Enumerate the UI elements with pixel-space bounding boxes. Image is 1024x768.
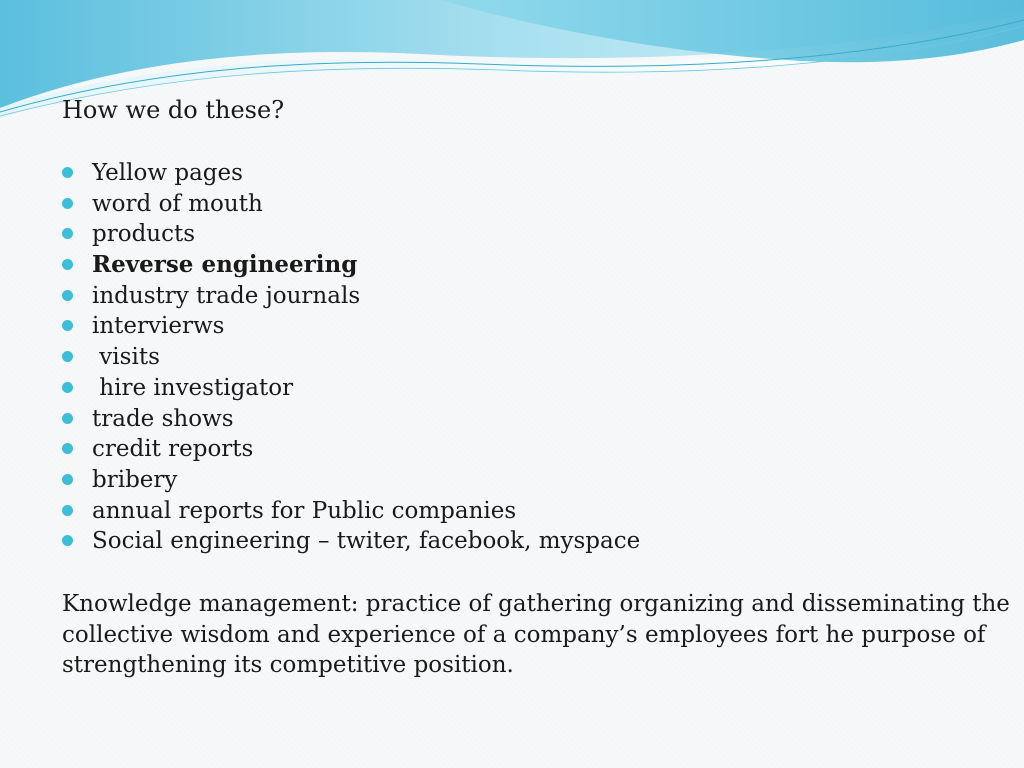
bullet-item: intervierws: [62, 311, 640, 342]
bullet-item: visits: [62, 342, 640, 373]
bullet-dot-icon: [62, 505, 73, 516]
bullet-item: word of mouth: [62, 189, 640, 220]
bullet-dot-icon: [62, 443, 73, 454]
bullet-dot-icon: [62, 535, 73, 546]
bullet-dot-icon: [62, 320, 73, 331]
bullet-dot-icon: [62, 474, 73, 485]
paragraph-line: collective wisdom and experience of a company’s employees fort he purpose of: [62, 621, 986, 648]
bullet-item: credit reports: [62, 434, 640, 465]
bullet-dot-icon: [62, 228, 73, 239]
knowledge-management-paragraph: [62, 589, 1010, 681]
bullet-item: hire investigator: [62, 373, 640, 404]
slide-title: How we do these?: [62, 96, 285, 124]
paragraph-line: strengthening its competitive position.: [62, 652, 514, 678]
bullet-dot-icon: [62, 290, 73, 301]
bullet-dot-icon: [62, 259, 73, 270]
bullet-item: bribery: [62, 465, 640, 496]
bullet-dot-icon: [62, 198, 73, 209]
bullet-list: [62, 158, 640, 557]
bullet-item: annual reports for Public companies: [62, 496, 640, 527]
paragraph-line: Knowledge management: practice of gathering organizing and disseminating the: [62, 591, 1010, 617]
bullet-item: Reverse engineering: [62, 250, 640, 281]
bullet-item: Social engineering – twiter, facebook, myspace: [62, 526, 640, 557]
bullet-item: Yellow pages: [62, 158, 640, 189]
bullet-dot-icon: [62, 382, 73, 393]
bullet-dot-icon: [62, 167, 73, 178]
bullet-item: industry trade journals: [62, 281, 640, 312]
bullet-item: trade shows: [62, 404, 640, 435]
bullet-dot-icon: [62, 351, 73, 362]
bullet-dot-icon: [62, 413, 73, 424]
bullet-item: products: [62, 219, 640, 250]
